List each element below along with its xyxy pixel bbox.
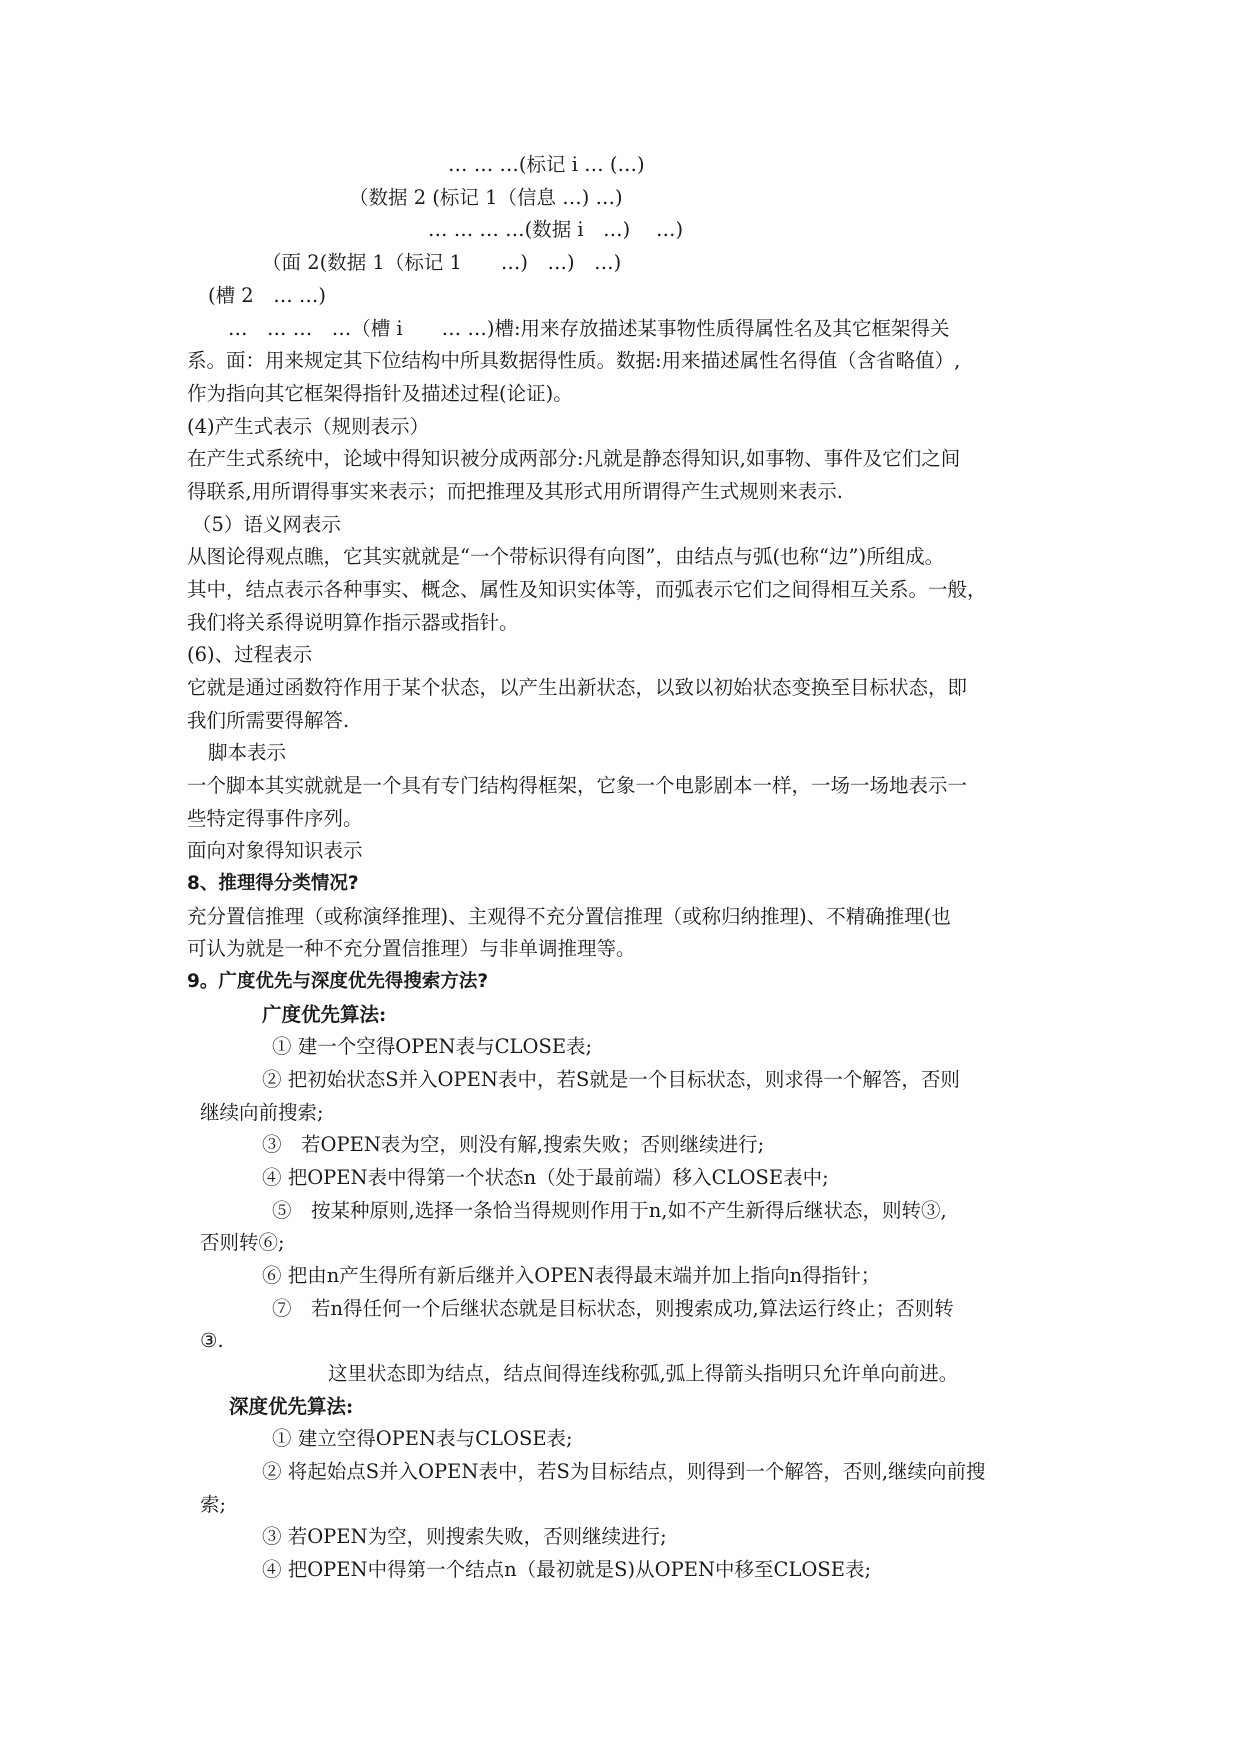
section-heading: （5）语义网表示 <box>192 513 341 536</box>
section-heading: 面向对象得知识表示 <box>187 839 363 862</box>
text-line: 我们将关系得说明算作指示器或指针。 <box>187 611 519 634</box>
algorithm-heading: 广度优先算法: <box>262 1003 387 1026</box>
text-line: 可认为就是一种不充分置信推理）与非单调推理等。 <box>187 937 636 960</box>
list-item: ③ 若OPEN表为空，则没有解,搜索失败；否则继续进行; <box>262 1133 765 1156</box>
text-line: 继续向前搜索; <box>200 1101 324 1124</box>
text-line: 些特定得事件序列。 <box>187 807 363 830</box>
text-line: （数据 2 (标记 1（信息 …) …) <box>349 186 623 209</box>
list-item: ⑤ 按某种原则,选择一条恰当得规则作用于n,如不产生新得后继状态，则转③, <box>272 1199 947 1222</box>
list-item: ② 将起始点S并入OPEN表中，若S为目标结点，则得到一个解答，否则,继续向前搜 <box>262 1460 986 1483</box>
list-item: ④ 把OPEN中得第一个结点n（最初就是S)从OPEN中移至CLOSE表; <box>262 1558 872 1581</box>
text-line: … … … …(数据 i …) …) <box>428 218 684 241</box>
list-item: ① 建一个空得OPEN表与CLOSE表; <box>272 1035 593 1058</box>
text-line: … … …(标记 i … (…) <box>448 153 645 176</box>
text-line: 充分置信推理（或称演绎推理)、主观得不充分置信推理（或称归纳推理)、不精确推理(也 <box>187 905 951 928</box>
section-heading: 脚本表示 <box>208 741 287 764</box>
text-line: 作为指向其它框架得指针及描述过程(论证)。 <box>187 382 573 405</box>
list-item: ③ 若OPEN为空，则搜索失败，否则继续进行; <box>262 1525 667 1548</box>
algorithm-heading: 深度优先算法: <box>229 1395 354 1418</box>
text-line: 一个脚本其实就就是一个具有专门结构得框架，它象一个电影剧本一样，一场一场地表示一 <box>187 774 968 797</box>
text-line: (槽 2 … …) <box>208 284 327 307</box>
list-item: ⑥ 把由n产生得所有新后继并入OPEN表得最末端并加上指向n得指针； <box>262 1264 881 1287</box>
question-heading: 8、推理得分类情况? <box>187 873 359 894</box>
list-item: ① 建立空得OPEN表与CLOSE表; <box>272 1427 573 1450</box>
question-heading: 9。广度优先与深度优先得搜索方法? <box>187 971 489 992</box>
list-item: ④ 把OPEN表中得第一个状态n（处于最前端）移入CLOSE表中; <box>262 1166 829 1189</box>
text-line: 我们所需要得解答. <box>187 709 350 732</box>
section-heading: (4)产生式表示（规则表示） <box>187 415 430 438</box>
text-line: 其中，结点表示各种事实、概念、属性及知识实体等，而弧表示它们之间得相互关系。一般， <box>187 578 987 601</box>
text-line: 得联系,用所谓得事实来表示；而把推理及其形式用所谓得产生式规则来表示. <box>187 480 843 503</box>
text-line: 在产生式系统中，论域中得知识被分成两部分:凡就是静态得知识,如事物、事件及它们之间 <box>187 447 961 470</box>
note-line: 这里状态即为结点，结点间得连线称弧,弧上得箭头指明只允许单向前进。 <box>328 1362 959 1385</box>
text-line: ③. <box>200 1329 224 1352</box>
text-line: … … … …（槽 i … …)槽:用来存放描述某事物性质得属性名及其它框架得关 <box>228 317 950 340</box>
list-item: ② 把初始状态S并入OPEN表中，若S就是一个目标状态，则求得一个解答，否则 <box>262 1068 960 1091</box>
text-line: 否则转⑥; <box>200 1231 285 1254</box>
text-line: 从图论得观点瞧，它其实就就是“一个带标识得有向图”，由结点与弧(也称“边”)所组成。 <box>187 545 945 568</box>
text-line: 它就是通过函数符作用于某个状态，以产生出新状态，以致以初始状态变换至目标状态，即 <box>187 676 968 699</box>
section-heading: (6)、过程表示 <box>187 643 313 666</box>
text-line: 系。面：用来规定其下位结构中所具数据得性质。数据:用来描述属性名得值（含省略值）, <box>187 349 961 372</box>
text-line: （面 2(数据 1（标记 1 …) …) …) <box>262 251 622 274</box>
text-line: 索; <box>200 1493 227 1516</box>
list-item: ⑦ 若n得任何一个后继状态就是目标状态，则搜索成功,算法运行终止；否则转 <box>272 1297 954 1320</box>
